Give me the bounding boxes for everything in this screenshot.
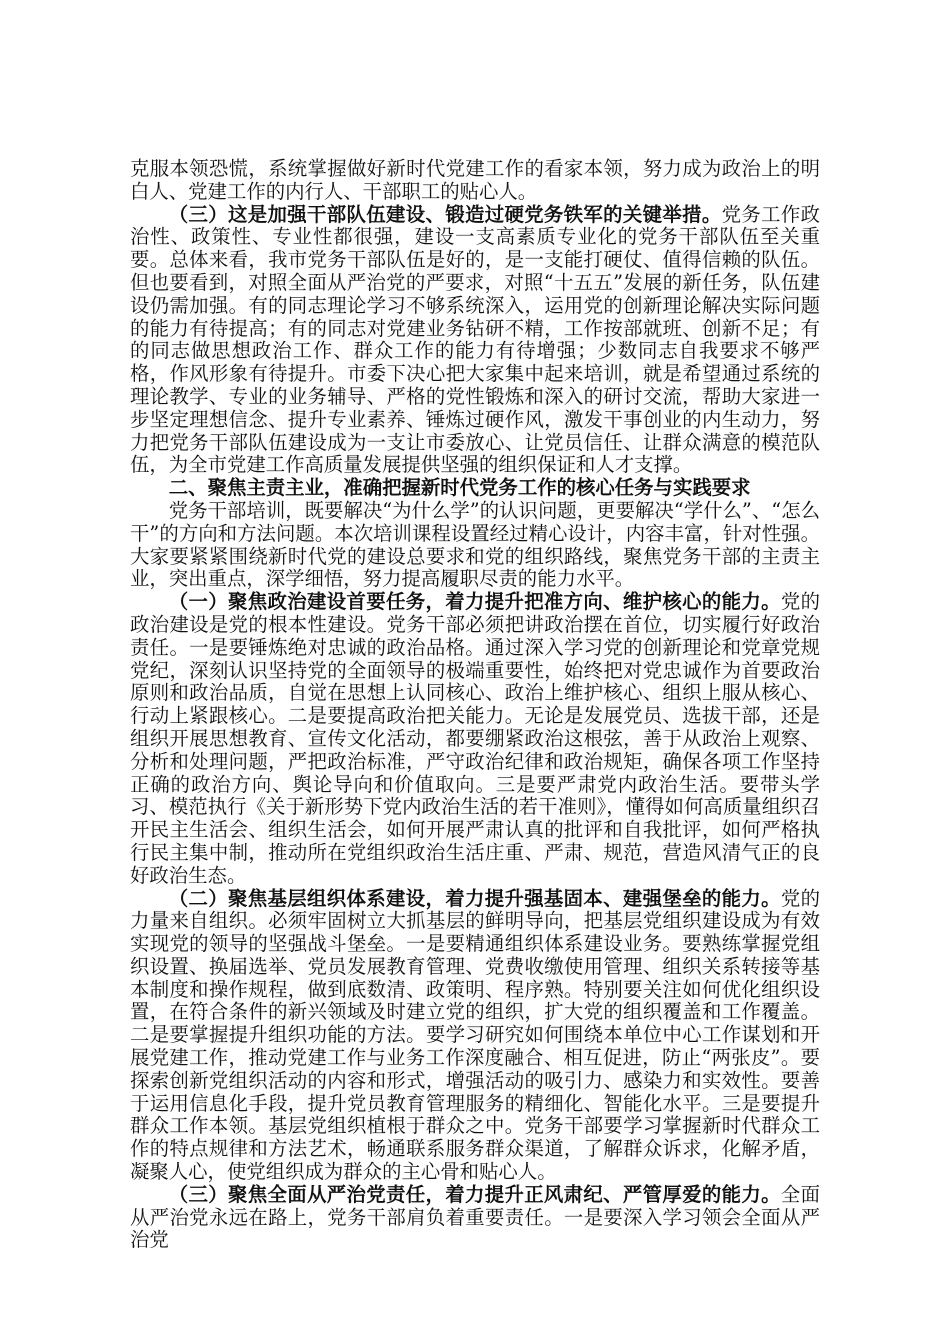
paragraph-text: 党务干部培训，既要解决“为什么学”的认识问题，更要解决“学什么”、“怎么干”的方向和方法问题。本次培训课程设置经过精心设计，内容丰富，针对性强。大家要紧紧围绕新时代党的建设总要求和党的组织路线，聚焦党务干部的主责主业，突出重点，深学细悟，努力提高履职尽责的能力水平。 bbox=[130, 498, 820, 591]
paragraph-section-1-3 bbox=[130, 204, 820, 478]
paragraph-text: 克服本领恐慌，系统掌握做好新时代党建工作的看家本领，努力成为政治上的明白人、党建工作的内行人、干部职工的贴心人。 bbox=[130, 157, 820, 203]
paragraph-text: 党的力量来自组织。必须牢固树立大抓基层的鲜明导向，把基层党组织建设成为有效实现党的领导的坚强战斗堡垒。一是要精通组织体系建设业务。要熟练掌握党组织设置、换届选举、党员发展教育管理、党费收缴使用管理、组织关系转接等基本制度和操作规程，做到底数清、政策明、程序熟。特别要关注如何优化组织设置，在符合条件的新兴领域及时建立党的组织，扩大党的组织覆盖和工作覆盖。二是要掌握提升组织功能的方法。要学习研究如何围绕本单位中心工作谋划和开展党建工作，推动党建工作与业务工作深度融合、相互促进，防止“两张皮”。要探索创新党组织活动的内容和形式，增强活动的吸引力、感染力和实效性。要善于运用信息化手段，提升党员教育管理服务的精细化、智能化水平。三是要提升群众工作本领。基层党组织植根于群众之中。党务干部要学习掌握新时代群众工作的特点规律和方法艺术，畅通联系服务群众渠道，了解群众诉求，化解矛盾，凝聚人心，使党组织成为群众的主心骨和贴心人。 bbox=[130, 886, 821, 1184]
paragraph-intro-continued bbox=[130, 158, 820, 204]
paragraph-text: 党的政治建设是党的根本性建设。党务干部必须把讲政治摆在首位，切实履行好政治责任。一是要锤炼绝对忠诚的政治品格。通过深入学习党的创新理论和党章党规党纪，深刻认识坚持党的全面领导的极端重要性，始终把对党忠诚作为首要政治原则和政治品质，自觉在思想上认同核心、政治上维护核心、组织上服从核心、行动上紧跟核心。二是要提高政治把关能力。无论是发展党员、选拔干部，还是组织开展思想教育、宣传文化活动，都要绷紧政治这根弦，善于从政治上观察、分析和处理问题，严把政治标准，严守政治纪律和政治规矩，确保各项工作坚持正确的政治方向、舆论导向和价值取向。三是要严肃党内政治生活。要带头学习、模范执行《关于新形势下党内政治生活的若干准则》，懂得如何高质量组织召开民主生活会、组织生活会，如何开展严肃认真的批评和自我批评，如何严格执行民主集中制，推动所在党组织政治生活庄重、严肃、规范，营造风清气正的良好政治生态。 bbox=[130, 590, 821, 887]
paragraph-section-2-1 bbox=[130, 591, 820, 887]
paragraph-lead-bold: （一）聚焦政治建设首要任务，着力提升把准方向、维护核心的能力。 bbox=[168, 590, 781, 614]
paragraph-lead-bold: （二）聚焦基层组织体系建设，着力提升强基固本、建强堡垒的能力。 bbox=[168, 886, 781, 910]
paragraph-lead-bold: （三）聚焦全面从严治党责任，着力提升正风肃纪、严管厚爱的能力。 bbox=[168, 1182, 781, 1206]
paragraph-lead-bold: （三）这是加强干部队伍建设、锻造过硬党务铁军的关键举措。 bbox=[168, 202, 722, 226]
paragraph-text: 党务工作政治性、政策性、专业性都很强，建设一支高素质专业化的党务干部队伍至关重要。总体来看，我市党务干部队伍是好的，是一支能打硬仗、值得信赖的队伍。但也要看到，对照全面从严治党的严要求，对照“十五五”发展的新任务，队伍建设仍需加强。有的同志理论学习不够系统深入，运用党的创新理论解决实际问题的能力有待提高；有的同志对党建业务钻研不精，工作按部就班、创新不足；有的同志做思想政治工作、群众工作的能力有待增强；少数同志自我要求不够严格，作风形象有待提升。市委下决心把大家集中起来培训，就是希望通过系统的理论教学、专业的业务辅导、严格的党性锻炼和深入的研讨交流，帮助大家进一步坚定理想信念、提升专业素养、锤炼过硬作风，激发干事创业的内生动力，努力把党务干部队伍建设成为一支让市委放心、让党员信任、让群众满意的模范队伍，为全市党建工作高质量发展提供坚强的组织保证和人才支撑。 bbox=[130, 202, 821, 477]
section-heading-2: 二、聚焦主责主业，准确把握新时代党务工作的核心任务与实践要求 bbox=[168, 476, 751, 500]
document-body bbox=[130, 158, 820, 1252]
paragraph-text: 全面从严治党永远在路上，党务干部肩负着重要责任。一是要深入学习领会全面从严治党 bbox=[130, 1182, 821, 1252]
paragraph-section-2-intro bbox=[130, 500, 820, 591]
paragraph-section-2-3 bbox=[130, 1184, 820, 1252]
paragraph-section-2-2 bbox=[130, 888, 820, 1184]
